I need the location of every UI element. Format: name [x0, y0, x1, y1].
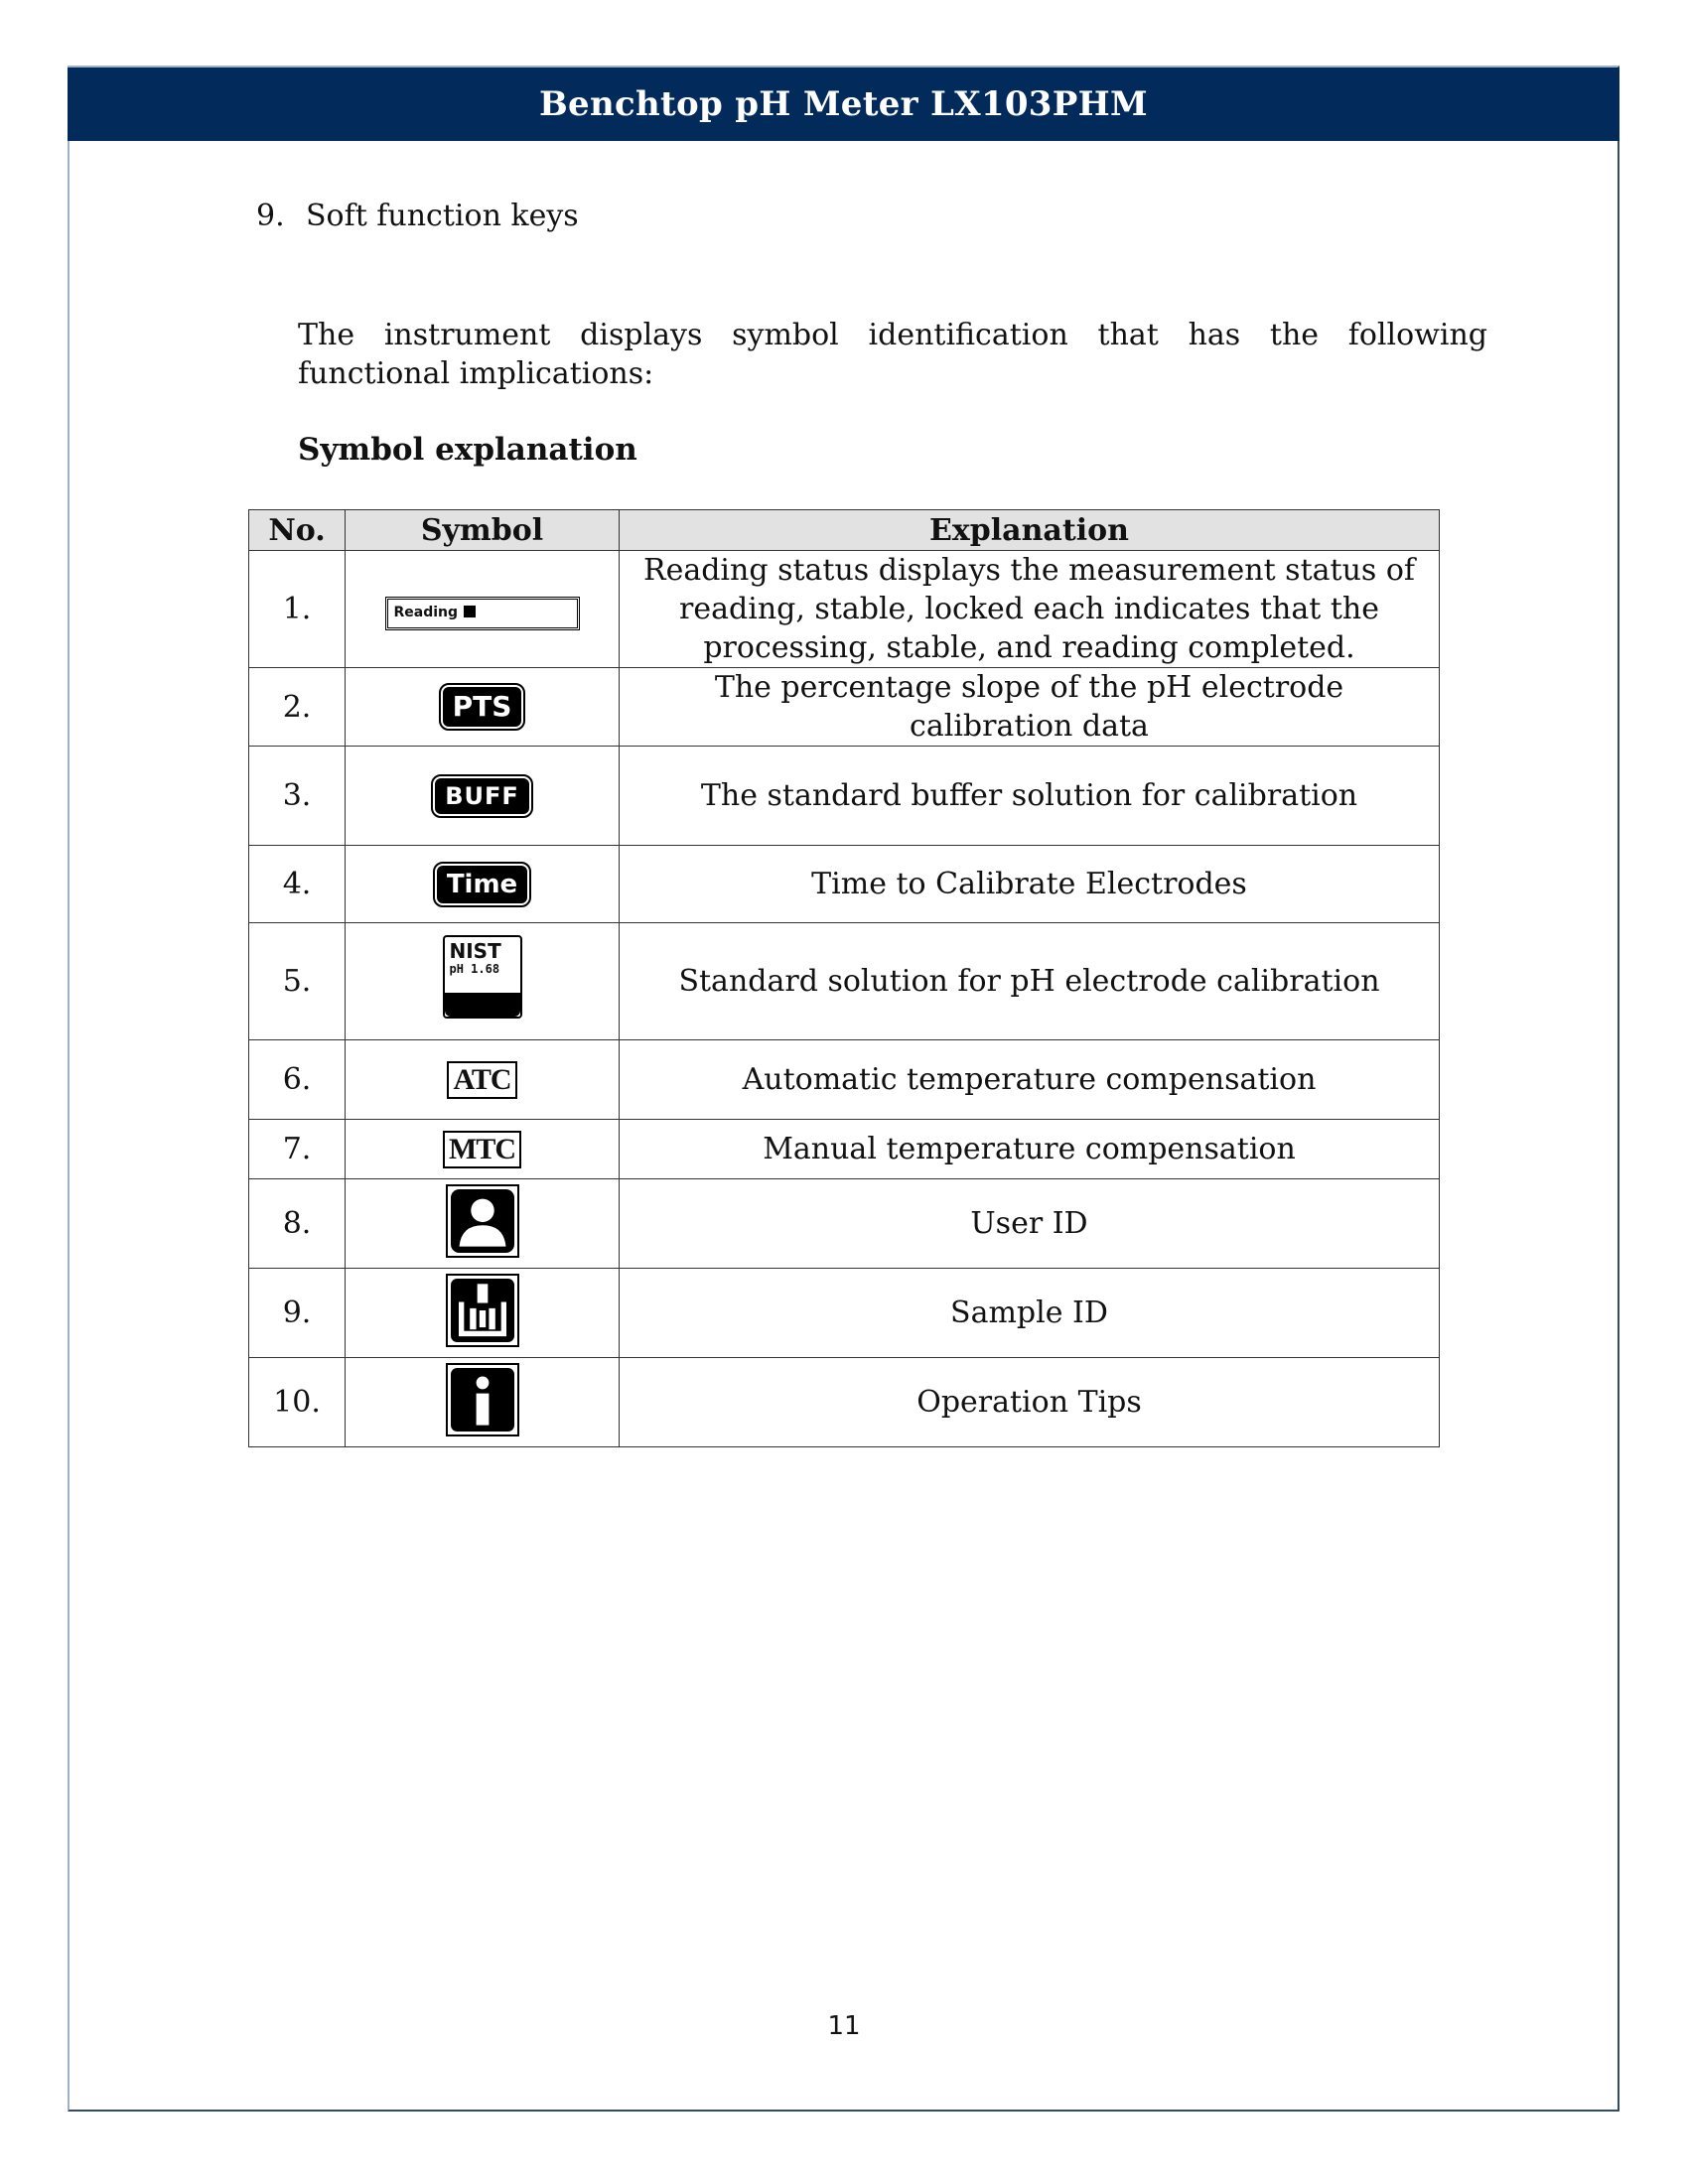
buff-icon: BUFF: [433, 776, 531, 816]
explanation-cell: Reading status displays the measurement status of reading, stable, locked each indicates that the processing, stable, and reading completed.: [620, 551, 1440, 668]
symbol-cell: [346, 1179, 620, 1269]
table-row: [249, 1358, 1440, 1447]
nist-icon: [443, 935, 522, 1019]
header-symbol: Symbol: [346, 510, 620, 551]
row-number: 2.: [249, 668, 346, 747]
row-number: 5.: [249, 923, 346, 1040]
explanation-cell: The standard buffer solution for calibration: [620, 747, 1440, 846]
table-row: [249, 923, 1440, 1040]
symbol-cell: [346, 1120, 620, 1179]
explanation-cell: Sample ID: [620, 1269, 1440, 1358]
symbol-cell: [346, 1358, 620, 1447]
table-row: [249, 1179, 1440, 1269]
symbol-cell: [346, 1040, 620, 1120]
symbol-cell: [346, 846, 620, 923]
table-row: [249, 747, 1440, 846]
row-number: 7.: [249, 1120, 346, 1179]
explanation-cell: Time to Calibrate Electrodes: [620, 846, 1440, 923]
explanation-cell: Automatic temperature compensation: [620, 1040, 1440, 1120]
symbol-cell: [346, 747, 620, 846]
table-row: [249, 551, 1440, 668]
sample-id-icon: [446, 1274, 519, 1347]
info-icon: [446, 1363, 519, 1436]
symbol-cell: [346, 1269, 620, 1358]
table-row: [249, 1120, 1440, 1179]
subheading: Symbol explanation: [298, 432, 637, 468]
row-number: 1.: [249, 551, 346, 668]
explanation-cell: Operation Tips: [620, 1358, 1440, 1447]
table-row: [249, 668, 1440, 747]
user-id-icon: [446, 1184, 519, 1258]
page-number: 11: [827, 2011, 861, 2041]
page-header: [68, 68, 1619, 141]
time-icon: Time: [435, 864, 529, 905]
table-header-row: [249, 510, 1440, 551]
nist-ph-label: pH 1.68: [449, 961, 500, 976]
section-title: Soft function keys: [306, 199, 579, 233]
symbol-cell: [346, 923, 620, 1040]
header-no: No.: [249, 510, 346, 551]
pts-icon: PTS: [441, 685, 524, 729]
header-title: Benchtop pH Meter LX103PHM: [539, 84, 1148, 124]
symbol-table: [248, 509, 1440, 1447]
intro-paragraph: The instrument displays symbol identification that has the following functional implications:: [298, 318, 1487, 391]
symbol-cell: [346, 551, 620, 668]
row-number: 4.: [249, 846, 346, 923]
section-heading: [256, 199, 579, 233]
section-number: 9.: [256, 199, 285, 233]
table-row: [249, 846, 1440, 923]
row-number: 6.: [249, 1040, 346, 1120]
row-number: 10.: [249, 1358, 346, 1447]
nist-label: NIST: [449, 938, 501, 963]
symbol-cell: [346, 668, 620, 747]
explanation-cell: User ID: [620, 1179, 1440, 1269]
row-number: 3.: [249, 747, 346, 846]
table-row: [249, 1040, 1440, 1120]
explanation-cell: The percentage slope of the pH electrode calibration data: [620, 668, 1440, 747]
table-row: [249, 1269, 1440, 1358]
reading-status-icon: [385, 597, 580, 630]
icon-label: Reading: [393, 605, 459, 620]
row-number: 8.: [249, 1179, 346, 1269]
explanation-cell: Standard solution for pH electrode calibration: [620, 923, 1440, 1040]
header-explanation: Explanation: [620, 510, 1440, 551]
explanation-cell: Manual temperature compensation: [620, 1120, 1440, 1179]
row-number: 9.: [249, 1269, 346, 1358]
mtc-icon: MTC: [443, 1131, 521, 1168]
atc-icon: ATC: [447, 1061, 516, 1099]
